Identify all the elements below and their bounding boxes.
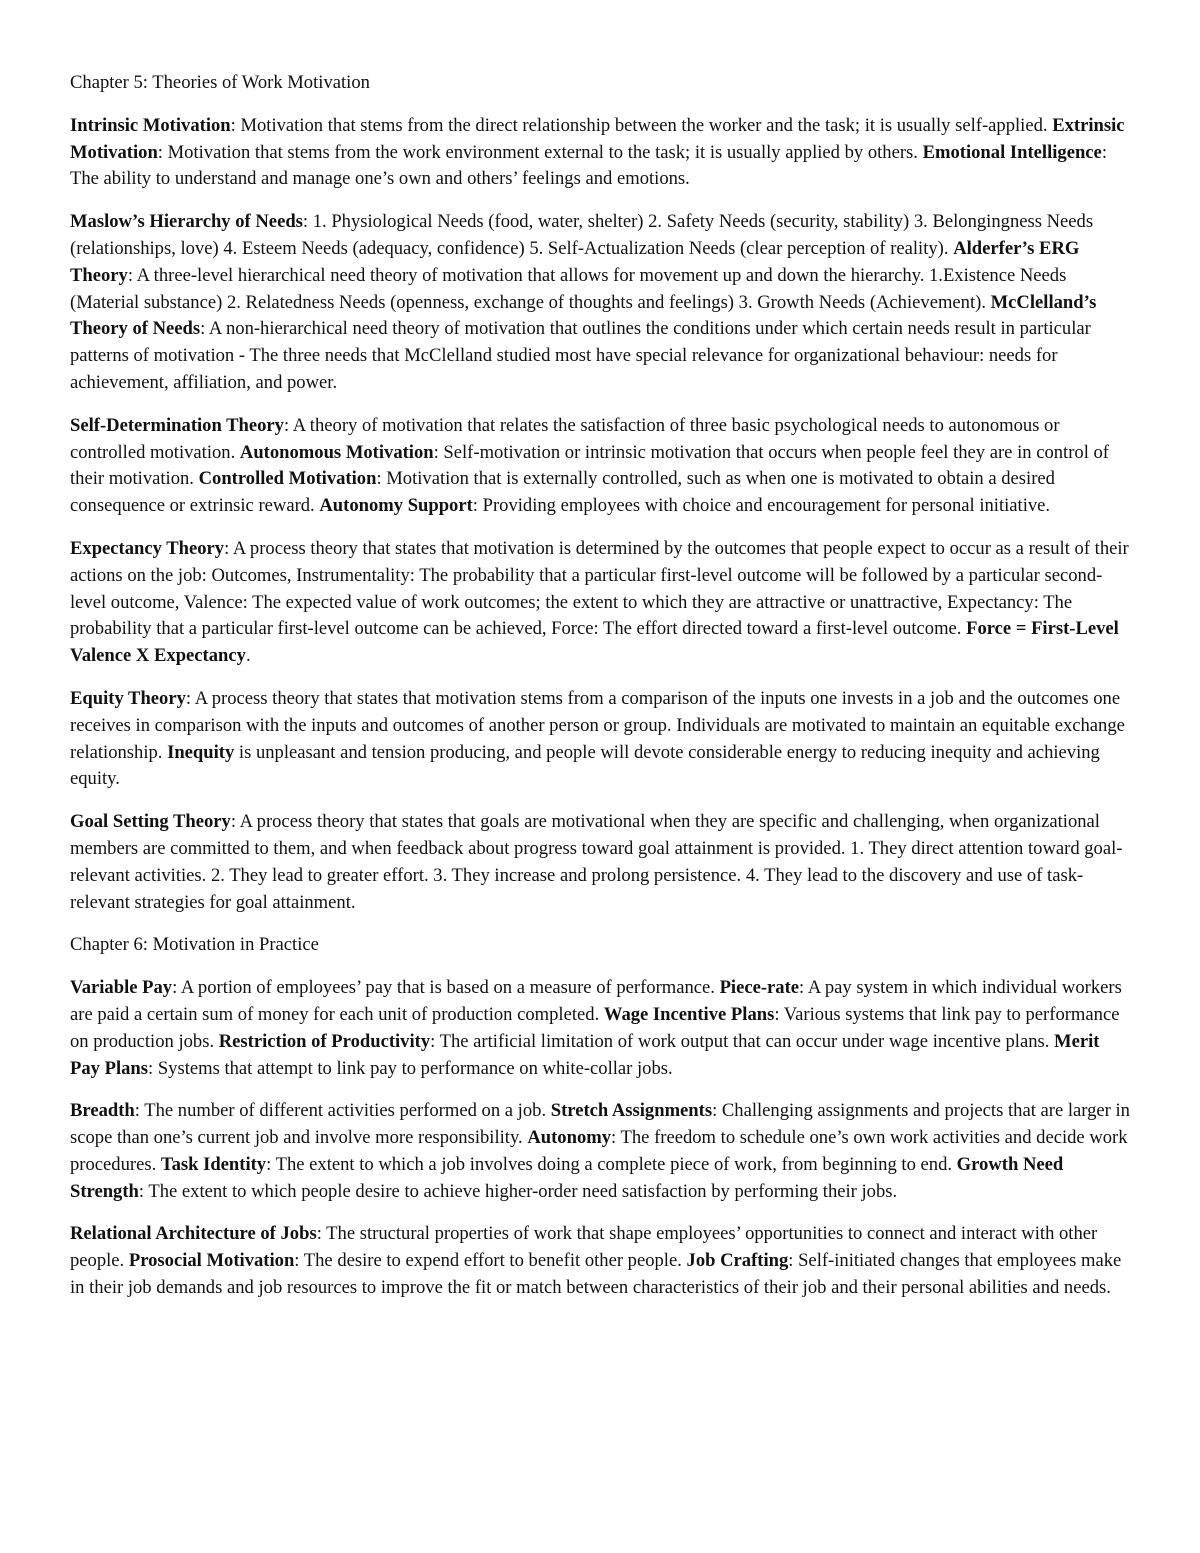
term-autonomy-support: Autonomy Support [319, 495, 473, 517]
paragraph-equity-theory [70, 686, 1130, 793]
term-intrinsic-motivation: Intrinsic Motivation [70, 114, 231, 136]
definition-merit-pay-plans: : Systems that attempt to link pay to performance on white-collar jobs. [148, 1057, 673, 1079]
definition-alderfer-erg: : A three-level hierarchical need theory of motivation that allows for movement up and down the hierarchy. 1.Existence Needs (Material substance) 2. Relatedness Needs (openness, exchange of thoughts and feelings) 3. Growth Needs (Achievement). [70, 264, 1067, 313]
definition-emotional-intelligence: : The ability to understand and manage one’s own and others’ feelings and emotions. [70, 141, 1107, 190]
definition-force-formula: . [245, 645, 251, 667]
definition-prosocial-motivation: : The desire to expend effort to benefit other people. [294, 1250, 687, 1272]
paragraph-job-design [70, 1098, 1130, 1205]
definition-variable-pay: : A portion of employees’ pay that is based on a measure of performance. [172, 977, 720, 999]
definition-task-identity: : The extent to which a job involves doing a complete piece of work, from beginning to end. [266, 1153, 957, 1175]
definition-equity-theory: : A process theory that states that motivation stems from a comparison of the inputs one invests in a job and the outcomes one receives in comparison with the inputs and outcomes of another person or group. Individuals are motivated to maintain an equitable exchange relationship. [70, 687, 1125, 763]
definition-autonomy-support: : Providing employees with choice and encouragement for personal initiative. [472, 495, 1051, 517]
term-emotional-intelligence: Emotional Intelligence [922, 141, 1102, 163]
chapter-5-section [70, 70, 1130, 916]
term-piece-rate: Piece-rate [719, 977, 800, 999]
term-growth-need-strength: Growth Need Strength [70, 1153, 1064, 1202]
term-force-formula: Force = First-Level Valence X Expectancy [70, 618, 1119, 667]
paragraph-motivation-types [70, 113, 1130, 193]
definition-job-crafting: : Self-initiated changes that employees make in their job demands and job resources to improve the fit or match between characteristics of their job and their personal abilities and needs. [70, 1250, 1122, 1299]
definition-controlled-motivation: : Motivation that is externally controlled, such as when one is motivated to obtain a desired consequence or extrinsic reward. [70, 468, 1055, 517]
paragraph-goal-setting-theory [70, 809, 1130, 916]
definition-piece-rate: : A pay system in which individual workers are paid a certain sum of money for each unit of production completed. [70, 977, 1122, 1025]
term-self-determination-theory: Self-Determination Theory [70, 414, 284, 436]
term-maslow-hierarchy: Maslow’s Hierarchy of Needs [70, 211, 303, 233]
term-equity-theory: Equity Theory [70, 687, 186, 709]
term-relational-architecture: Relational Architecture of Jobs [70, 1223, 317, 1245]
chapter-6-heading: Chapter 6: Motivation in Practice [70, 934, 319, 956]
definition-breadth: : The number of different activities performed on a job. [134, 1100, 551, 1122]
term-inequity: Inequity [167, 741, 235, 763]
term-extrinsic-motivation: Extrinsic Motivation [70, 114, 1125, 163]
definition-restriction-of-productivity: : The artificial limitation of work output that can occur under wage incentive plans. [430, 1030, 1055, 1052]
paragraph-expectancy-theory [70, 536, 1130, 670]
paragraph-need-theories [70, 209, 1130, 397]
definition-extrinsic-motivation: : Motivation that stems from the work environment external to the task; it is usually applied by others. [157, 141, 923, 163]
term-autonomy: Autonomy [527, 1127, 612, 1149]
term-autonomous-motivation: Autonomous Motivation [239, 441, 434, 463]
definition-self-determination-theory: : A theory of motivation that relates the satisfaction of three basic psychological needs to autonomous or controlled motivation. [70, 414, 1060, 463]
definition-autonomous-motivation: : Self-motivation or intrinsic motivation that occurs when people feel they are in control of their motivation. [70, 441, 1109, 490]
paragraph-pay-systems [70, 975, 1130, 1082]
term-mcclelland-needs: McClelland’s Theory of Needs [70, 291, 1097, 340]
definition-stretch-assignments: : Challenging assignments and projects that are larger in scope than one’s current job and involve more responsibility. [70, 1100, 1130, 1149]
term-job-crafting: Job Crafting [686, 1250, 789, 1272]
term-expectancy-theory: Expectancy Theory [70, 537, 225, 559]
term-task-identity: Task Identity [160, 1153, 267, 1175]
definition-autonomy: : The freedom to schedule one’s own work activities and decide work procedures. [70, 1127, 1128, 1175]
term-restriction-of-productivity: Restriction of Productivity [218, 1030, 431, 1052]
definition-maslow-hierarchy: : 1. Physiological Needs (food, water, shelter) 2. Safety Needs (security, stability) 3. Belongingness Needs (relationships, love) 4. Esteem Needs (adequacy, confidence) 5. Self-Actualization Needs (clear perception of reality). [70, 211, 1094, 259]
definition-expectancy-theory: : A process theory that states that motivation is determined by the outcomes that people expect to occur as a result of their actions on the job: Outcomes, Instrumentality: The probability that a particular first-level outcome will be followed by a particular second-level outcome, Valence: The expected value of work outcomes; the extent to which they are attractive or unattractive, Expectancy: The probability that a particular first-level outcome can be achieved, Force: The effort directed toward a first-level outcome. [70, 537, 1129, 640]
paragraph-relational-architecture [70, 1221, 1130, 1301]
term-variable-pay: Variable Pay [70, 977, 173, 999]
paragraph-self-determination [70, 413, 1130, 520]
chapter-5-heading: Chapter 5: Theories of Work Motivation [70, 72, 370, 93]
definition-intrinsic-motivation: : Motivation that stems from the direct relationship between the worker and the task; it is usually self-applied. [230, 114, 1053, 136]
term-breadth: Breadth [70, 1100, 135, 1122]
term-merit-pay-plans: Merit Pay Plans [70, 1030, 1100, 1079]
term-prosocial-motivation: Prosocial Motivation [128, 1250, 295, 1272]
definition-growth-need-strength: : The extent to which people desire to achieve higher-order need satisfaction by performing their jobs. [138, 1180, 898, 1202]
chapter-6-section [70, 932, 1130, 1302]
definition-wage-incentive-plans: : Various systems that link pay to performance on production jobs. [70, 1003, 1120, 1052]
term-goal-setting-theory: Goal Setting Theory [70, 811, 231, 833]
term-controlled-motivation: Controlled Motivation [198, 468, 377, 490]
definition-inequity: is unpleasant and tension producing, and people will devote considerable energy to reducing inequity and achieving equity. [70, 741, 1100, 790]
term-alderfer-erg: Alderfer’s ERG Theory [70, 237, 1080, 286]
definition-relational-architecture: : The structural properties of work that shape employees’ opportunities to connect and interact with other people. [70, 1223, 1098, 1272]
term-wage-incentive-plans: Wage Incentive Plans [603, 1003, 775, 1025]
term-stretch-assignments: Stretch Assignments [550, 1100, 713, 1122]
definition-mcclelland-needs: : A non-hierarchical need theory of motivation that outlines the conditions under which certain needs result in particular patterns of motivation - The three needs that McClelland studied most have special relevance for organizational behaviour: needs for achievement, affiliation, and power. [70, 318, 1091, 393]
definition-goal-setting-theory: : A process theory that states that goals are motivational when they are specific and challenging, when organizational members are committed to them, and when feedback about progress toward goal attainment is provided. 1. They direct attention toward goal-relevant activities. 2. They lead to greater effort. 3. They increase and prolong persistence. 4. They lead to the discovery and use of task-relevant strategies for goal attainment. [70, 811, 1123, 913]
